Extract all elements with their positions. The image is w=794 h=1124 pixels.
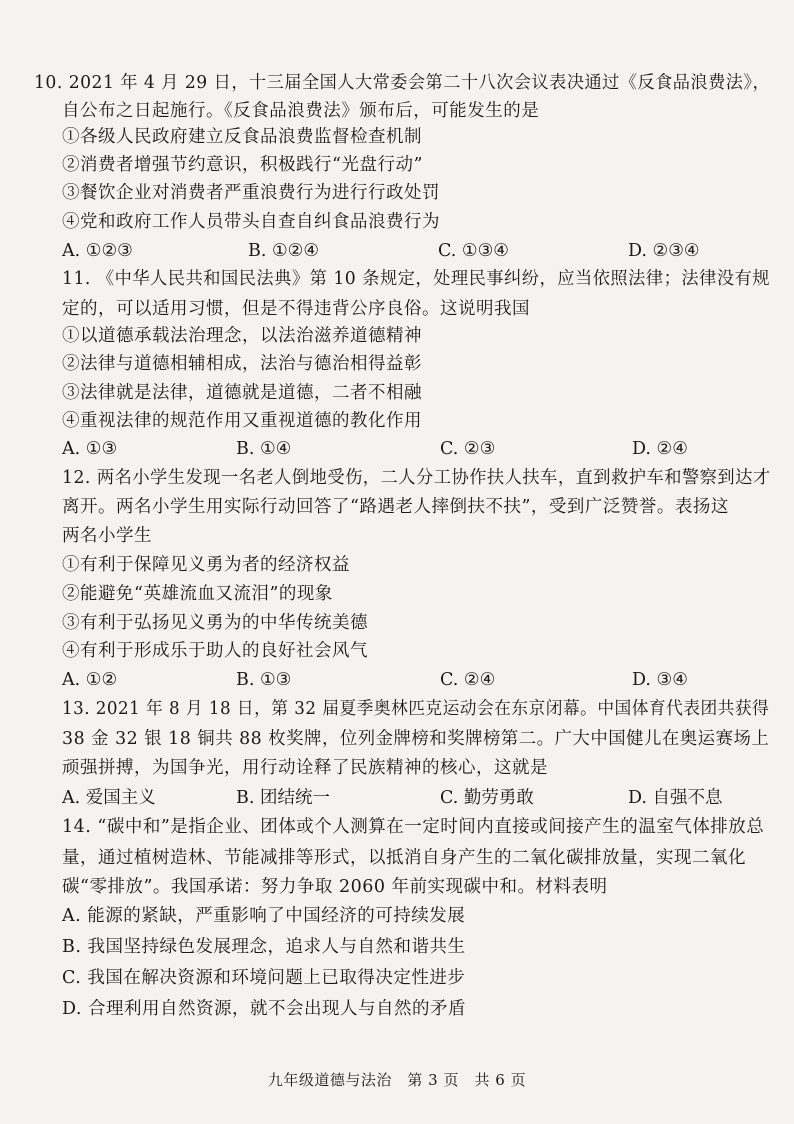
q10-option-b: B. ①②④ (248, 241, 320, 261)
q11-stem-line-1: 11. 《中华人民共和国民法典》第 10 条规定，处理民事纠纷，应当依照法律；法律没有规 (62, 269, 771, 289)
q12-options (62, 669, 742, 691)
q11-options (62, 438, 742, 460)
q12-stem-line-1: 12. 两名小学生发现一名老人倒地受伤，二人分工协作扶人扶车，直到救护车和警察到达才 (62, 468, 771, 488)
q10-item-2: ②消费者增强节约意识，积极践行“光盘行动” (62, 155, 423, 175)
q10-options (62, 240, 742, 262)
q12-item-1: ①有利于保障见义勇为者的经济权益 (62, 555, 350, 575)
q14-option-b: B. 我国坚持绿色发展理念，追求人与自然和谐共生 (62, 937, 466, 957)
q13-option-d: D. 自强不息 (628, 788, 723, 808)
q13-stem-line-2: 38 金 32 银 18 铜共 88 枚奖牌，位列金牌榜和奖牌榜第二。广大中国健儿在奥运赛场上 (62, 729, 770, 749)
q11-stem-line-2: 定的，可以适用习惯，但是不得违背公序良俗。这说明我国 (62, 299, 530, 319)
q14-stem-line-3: 碳“零排放”。我国承诺：努力争取 2060 年前实现碳中和。材料表明 (62, 877, 608, 897)
q10-item-1: ①各级人民政府建立反食品浪费监督检查机制 (62, 127, 422, 147)
q11-option-b: B. ①④ (236, 439, 292, 459)
q12-option-d: D. ③④ (632, 670, 688, 690)
q12-option-a: A. ①② (62, 670, 118, 690)
q14-option-c: C. 我国在解决资源和环境问题上已取得决定性进步 (62, 968, 466, 988)
q13-option-a: A. 爱国主义 (62, 788, 156, 808)
q11-item-4: ④重视法律的规范作用又重视道德的教化作用 (62, 411, 422, 431)
q10-item-4: ④党和政府工作人员带头自查自纠食品浪费行为 (62, 212, 440, 232)
q12-stem-line-2: 离开。两名小学生用实际行动回答了“路遇老人摔倒扶不扶”，受到广泛赞誉。表扬这 (62, 497, 729, 517)
q10-item-3: ③餐饮企业对消费者严重浪费行为进行行政处罚 (62, 183, 440, 203)
q12-option-b: B. ①③ (236, 670, 292, 690)
q11-option-d: D. ②④ (632, 439, 688, 459)
q12-option-c: C. ②④ (440, 670, 496, 690)
q12-item-3: ③有利于弘扬见义勇为的中华传统美德 (62, 613, 368, 633)
q13-stem-line-1: 13. 2021 年 8 月 18 日，第 32 届夏季奥林匹克运动会在东京闭幕。中国体育代表团共获得 (62, 699, 770, 719)
page-footer: 九年级道德与法治 第 3 页 共 6 页 (267, 1071, 527, 1089)
q10-stem-line-1: 10. 2021 年 4 月 29 日，十三届全国人大常委会第二十八次会议表决通过《反食品浪费法》， (34, 73, 771, 93)
q13-option-c: C. 勤劳勇敢 (440, 788, 534, 808)
q12-item-2: ②能避免“英雄流血又流泪”的现象 (62, 584, 333, 604)
q14-stem-line-2: 量，通过植树造林、节能减排等形式，以抵消自身产生的二氧化碳排放量，实现二氧化 (62, 848, 746, 868)
q13-options (62, 787, 742, 809)
q11-item-2: ②法律与道德相辅相成，法治与德治相得益彰 (62, 354, 422, 374)
q12-stem-line-3: 两名小学生 (62, 526, 152, 546)
q11-option-a: A. ①③ (62, 439, 118, 459)
q14-stem-line-1: 14. “碳中和”是指企业、团体或个人测算在一定时间内直接或间接产生的温室气体排放总 (62, 817, 765, 837)
q13-option-b: B. 团结统一 (236, 788, 330, 808)
q10-stem-line-2: 自公布之日起施行。《反食品浪费法》颁布后，可能发生的是 (62, 101, 540, 121)
q10-option-d: D. ②③④ (628, 241, 700, 261)
q13-stem-line-3: 顽强拼搏，为国争光，用行动诠释了民族精神的核心，这就是 (62, 758, 548, 778)
q11-item-1: ①以道德承载法治理念，以法治滋养道德精神 (62, 326, 422, 346)
q10-option-c: C. ①③④ (438, 241, 509, 261)
q11-item-3: ③法律就是法律，道德就是道德，二者不相融 (62, 383, 422, 403)
q12-item-4: ④有利于形成乐于助人的良好社会风气 (62, 641, 368, 661)
q10-option-a: A. ①②③ (62, 241, 133, 261)
q11-option-c: C. ②③ (440, 439, 496, 459)
q14-option-d: D. 合理利用自然资源，就不会出现人与自然的矛盾 (62, 999, 467, 1019)
q14-option-a: A. 能源的紧缺，严重影响了中国经济的可持续发展 (62, 906, 466, 926)
